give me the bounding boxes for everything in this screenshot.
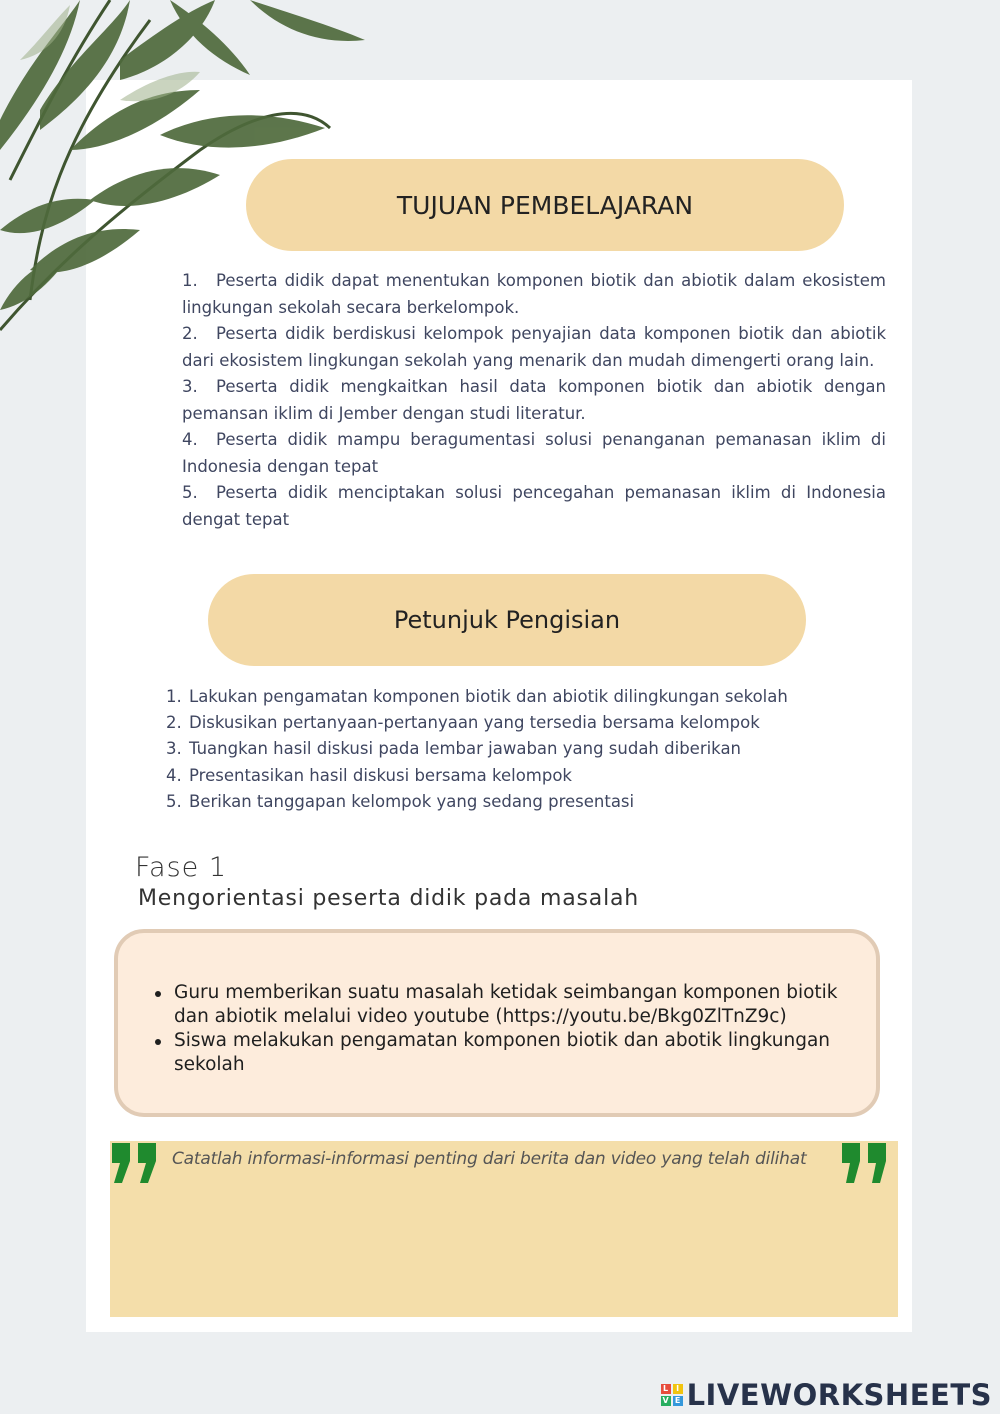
open-quote-icon (110, 1139, 162, 1187)
instruction-item: 5. Berikan tanggapan kelompok yang sedang presentasi (166, 791, 635, 811)
objective-item: 1. Peserta didik dapat menentukan komponen biotik dan abiotik dalam ekosistem lingkungan sekolah secara berkelompok. (182, 271, 886, 317)
phase-activity-list (150, 981, 860, 1077)
phase-activity-box (114, 929, 880, 1117)
instruction-item: 3. Tuangkan hasil diskusi pada lembar jawaban yang sudah diberikan (166, 739, 742, 759)
brand-name: LIVEWORKSHEETS (686, 1378, 992, 1412)
instruction-item: 4. Presentasikan hasil diskusi bersama kelompok (166, 765, 572, 785)
objective-item: 3. Peserta didik mengkaitkan hasil data komponen biotik dan abiotik dengan pemansan iklim di Jember dengan studi literatur. (182, 377, 886, 423)
instructions-list (166, 684, 866, 815)
phase-title: Fase 1 (135, 852, 228, 883)
instructions-heading (208, 574, 806, 666)
notes-instruction: Catatlah informasi-informasi penting dari berita dan video yang telah dilihat (172, 1149, 807, 1169)
activity-bullet: Siswa melakukan pengamatan komponen biotik dan abotik lingkungan sekolah (150, 1029, 860, 1077)
instruction-item: 2. Diskusikan pertanyaan-pertanyaan yang tersedia bersama kelompok (166, 713, 760, 733)
phase-subtitle: Mengorientasi peserta didik pada masalah (138, 886, 640, 911)
objective-item: 5. Peserta didik menciptakan solusi pencegahan pemanasan iklim di Indonesia dengat tepat (182, 483, 886, 529)
leaf-decoration (0, 0, 380, 340)
instructions-title: Petunjuk Pengisian (393, 606, 621, 634)
objective-item: 2. Peserta didik berdiskusi kelompok penyajian data komponen biotik dan abiotik dari ekosistem lingkungan sekolah yang menarik dan mudah dimengerti orang lain. (182, 324, 886, 370)
instruction-item: 1. Lakukan pengamatan komponen biotik dan abiotik dilingkungan sekolah (166, 687, 788, 706)
objective-item: 4. Peserta didik mampu beragumentasi solusi penanganan pemanasan iklim di Indonesia dengan tepat (182, 430, 886, 476)
liveworksheets-logo (661, 1378, 992, 1412)
close-quote-icon (838, 1139, 890, 1187)
learning-objectives-title: TUJUAN PEMBELAJARAN (396, 190, 694, 220)
activity-bullet: Guru memberikan suatu masalah ketidak seimbangan komponen biotik dan abiotik melalui video youtube (https://youtu.be/Bkg0ZlTnZ9c) (150, 981, 860, 1029)
brand-icon: L I V E (661, 1384, 683, 1406)
